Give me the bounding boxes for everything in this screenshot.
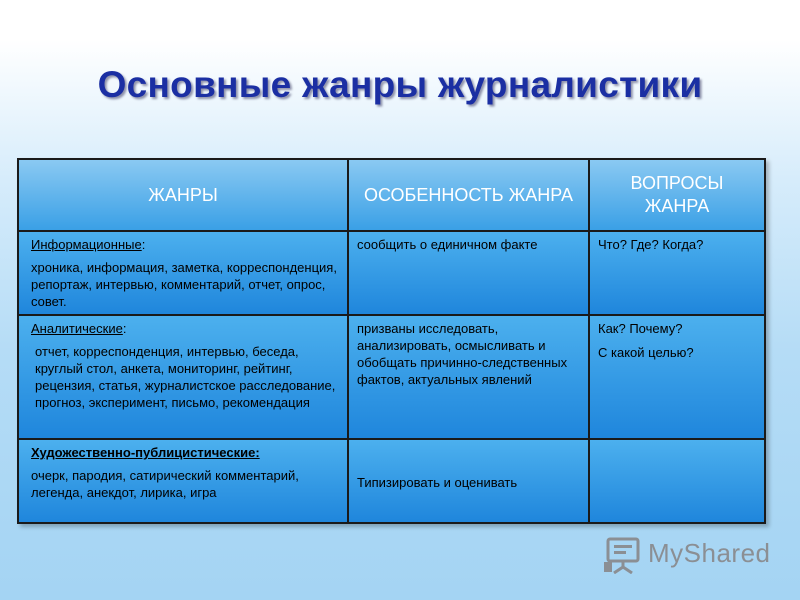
header-genres: ЖАНРЫ xyxy=(18,159,348,231)
genre-examples: хроника, информация, заметка, корреспонденция, репортаж, интервью, комментарий, отчет, опрос, совет. xyxy=(31,260,337,309)
genre-name: Аналитические: xyxy=(31,321,127,336)
table-header-row xyxy=(18,159,765,231)
genre-cell xyxy=(18,439,348,523)
genre-examples: отчет, корреспонденция, интервью, беседа, круглый стол, анкета, мониторинг, рейтинг, рецензия, статья, журналистское расследование, прогноз, эксперимент, письмо, рекомендация xyxy=(35,344,336,410)
table-row xyxy=(18,315,765,439)
header-questions: ВОПРОСЫ ЖАНРА xyxy=(589,159,765,231)
genres-table xyxy=(17,158,766,524)
genre-cell xyxy=(18,315,348,439)
slide-title: Основные жанры журналистики xyxy=(97,64,703,105)
question-line: С какой целью? xyxy=(598,345,694,360)
logo-text: MyShared xyxy=(648,538,771,568)
genre-examples: очерк, пародия, сатирический комментарий, легенда, анекдот, лирика, игра xyxy=(31,468,299,500)
questions-cell xyxy=(589,315,765,439)
questions-cell-empty xyxy=(589,439,765,523)
myshared-logo[interactable] xyxy=(604,536,774,576)
genre-cell xyxy=(18,231,348,315)
question-line: Что? Где? Когда? xyxy=(598,237,704,252)
feature-cell: сообщить о единичном факте xyxy=(348,231,589,315)
header-feature: ОСОБЕННОСТЬ ЖАНРА xyxy=(348,159,589,231)
feature-text: Типизировать и оценивать xyxy=(357,474,518,490)
genre-name: Художественно-публицистические: xyxy=(31,445,260,460)
feature-cell: призваны исследовать, анализировать, осмысливать и обобщать причинно-следственных фактов, актуальных явлений xyxy=(348,315,589,439)
feature-cell xyxy=(348,439,589,523)
question-line: Как? Почему? xyxy=(598,321,683,336)
table-row xyxy=(18,231,765,315)
genre-name: Информационные: xyxy=(31,237,146,252)
questions-cell xyxy=(589,231,765,315)
table-row xyxy=(18,439,765,523)
presentation-board-icon xyxy=(604,536,644,574)
